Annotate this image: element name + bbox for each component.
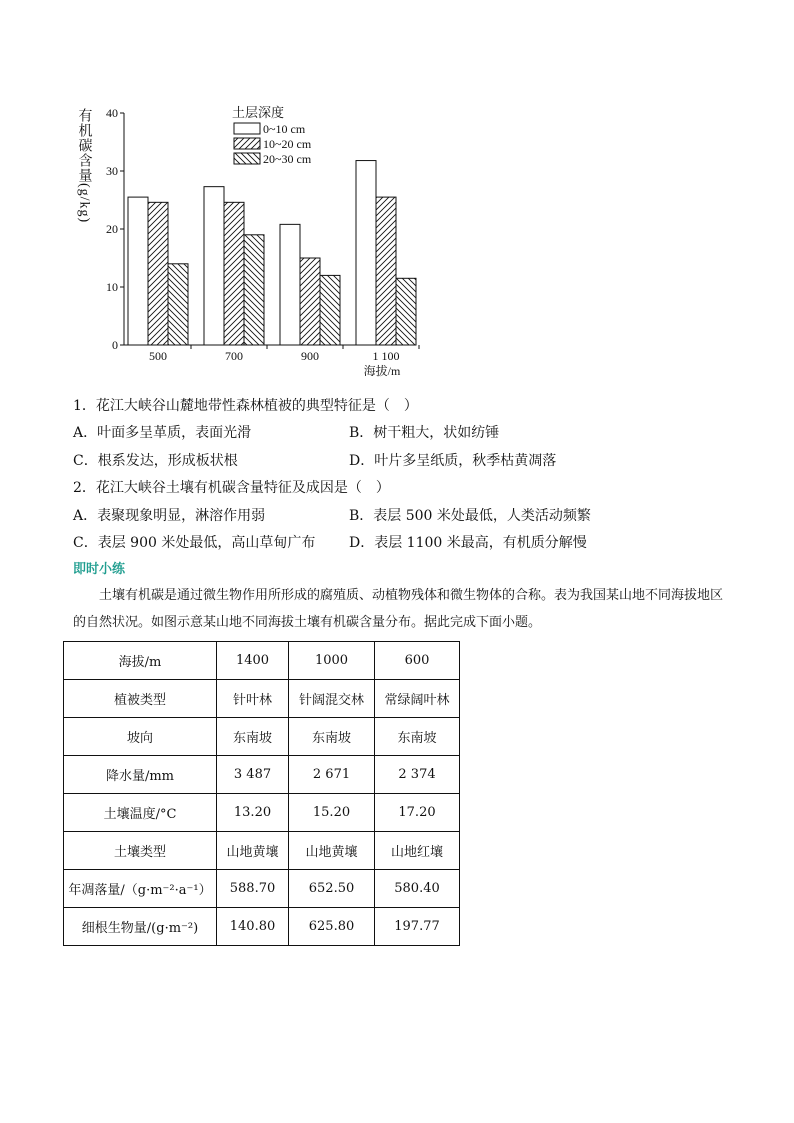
bar-1-700 — [204, 187, 224, 345]
question-2-option-a: A．表聚现象明显，淋溶作用弱 — [73, 508, 266, 524]
table-row — [64, 832, 460, 870]
y-tick-label: 0 — [112, 338, 118, 352]
question-1-option-a: A．叶面多呈革质，表面光滑 — [73, 425, 252, 441]
table-cell: 东南坡 — [375, 718, 460, 756]
legend-title: 土层深度 — [232, 105, 285, 120]
intro-paragraph: 土壤有机碳是通过微生物作用所形成的腐殖质、动植物残体和微生物体的合称。表为我国某山地不同海拔地区的自然状况。如图示意某山地不同海拔土壤有机碳含量分布。据此完成下面小题。 — [73, 588, 724, 630]
table-row — [64, 756, 460, 794]
bar-2-500 — [148, 202, 168, 345]
x-tick-label: 500 — [149, 349, 167, 363]
bar-2-1100 — [376, 197, 396, 345]
question-2-option-c: C．表层 900 米处最低，高山草甸广布 — [73, 535, 316, 551]
bar-2-900 — [300, 258, 320, 345]
table-cell: 针叶林 — [217, 680, 289, 718]
question-2-stem: 2．花江大峡谷土壤有机碳含量特征及成因是（ ） — [73, 480, 390, 496]
table-cell: 588.70 — [217, 870, 289, 908]
table-cell: 13.20 — [217, 794, 289, 832]
table-cell: 140.80 — [217, 908, 289, 946]
table-row-header: 土壤类型 — [64, 832, 217, 870]
y-axis-label: 有机碳含量(g/kg) — [76, 108, 92, 224]
legend-swatch-1 — [234, 123, 260, 134]
bar-3-500 — [168, 264, 188, 345]
table-row-header: 细根生物量/(g·m⁻²) — [64, 908, 217, 946]
table-row-header: 海拔/m — [64, 642, 217, 680]
x-axis-label: 海拔/m — [363, 364, 401, 378]
table-cell: 580.40 — [375, 870, 460, 908]
question-2-option-b: B．表层 500 米处最低，人类活动频繁 — [349, 508, 591, 524]
y-tick-label: 10 — [106, 280, 118, 294]
legend-swatch-2 — [234, 138, 260, 149]
x-tick-label: 700 — [225, 349, 243, 363]
legend-label-3: 20~30 cm — [263, 152, 312, 166]
table-cell: 197.77 — [375, 908, 460, 946]
table-row-header: 植被类型 — [64, 680, 217, 718]
y-tick-label: 30 — [106, 164, 118, 178]
section-title: 即时小练 — [73, 562, 126, 577]
table-cell: 652.50 — [289, 870, 375, 908]
table-row-header: 土壤温度/°C — [64, 794, 217, 832]
legend-swatch-3 — [234, 153, 260, 164]
table-cell: 2 671 — [289, 756, 375, 794]
table-cell: 15.20 — [289, 794, 375, 832]
table-cell: 1400 — [217, 642, 289, 680]
bar-3-700 — [244, 235, 264, 345]
question-2-option-d: D．表层 1100 米最高，有机质分解慢 — [349, 535, 587, 551]
table-cell: 针阔混交林 — [289, 680, 375, 718]
table-cell: 山地黄壤 — [217, 832, 289, 870]
table-cell: 常绿阔叶林 — [375, 680, 460, 718]
question-1-option-c: C．根系发达，形成板状根 — [73, 453, 238, 469]
bar-1-1100 — [356, 161, 376, 345]
x-tick-label: 1 100 — [372, 349, 400, 363]
table-cell: 625.80 — [289, 908, 375, 946]
question-1-stem: 1．花江大峡谷山麓地带性森林植被的典型特征是（ ） — [73, 398, 418, 414]
table-row — [64, 870, 460, 908]
table-row-header: 坡向 — [64, 718, 217, 756]
table-cell: 山地黄壤 — [289, 832, 375, 870]
mountain-conditions-table — [63, 641, 460, 946]
table-row-header: 年凋落量/（g·m⁻²·a⁻¹） — [64, 870, 217, 908]
bar-1-900 — [280, 224, 300, 345]
table-cell: 600 — [375, 642, 460, 680]
legend-label-2: 10~20 cm — [263, 137, 312, 151]
bar-1-500 — [128, 197, 148, 345]
y-tick-label: 20 — [106, 222, 118, 236]
table-row — [64, 642, 460, 680]
table-cell: 2 374 — [375, 756, 460, 794]
table-cell: 东南坡 — [289, 718, 375, 756]
table-row-header: 降水量/mm — [64, 756, 217, 794]
y-tick-label: 40 — [106, 106, 118, 120]
table-row — [64, 908, 460, 946]
table-cell: 东南坡 — [217, 718, 289, 756]
x-tick-label: 900 — [301, 349, 319, 363]
legend-label-1: 0~10 cm — [263, 122, 306, 136]
table-cell: 山地红壤 — [375, 832, 460, 870]
bar-3-900 — [320, 275, 340, 345]
bar-3-1100 — [396, 278, 416, 345]
question-1-option-b: B．树干粗大，状如纺锤 — [349, 425, 500, 441]
question-1-option-d: D．叶片多呈纸质，秋季枯黄凋落 — [349, 453, 557, 469]
soil-carbon-bar-chart — [70, 96, 430, 386]
bar-2-700 — [224, 202, 244, 345]
table-row — [64, 680, 460, 718]
table-cell: 1000 — [289, 642, 375, 680]
table-row — [64, 794, 460, 832]
table-cell: 17.20 — [375, 794, 460, 832]
table-row — [64, 718, 460, 756]
table-cell: 3 487 — [217, 756, 289, 794]
